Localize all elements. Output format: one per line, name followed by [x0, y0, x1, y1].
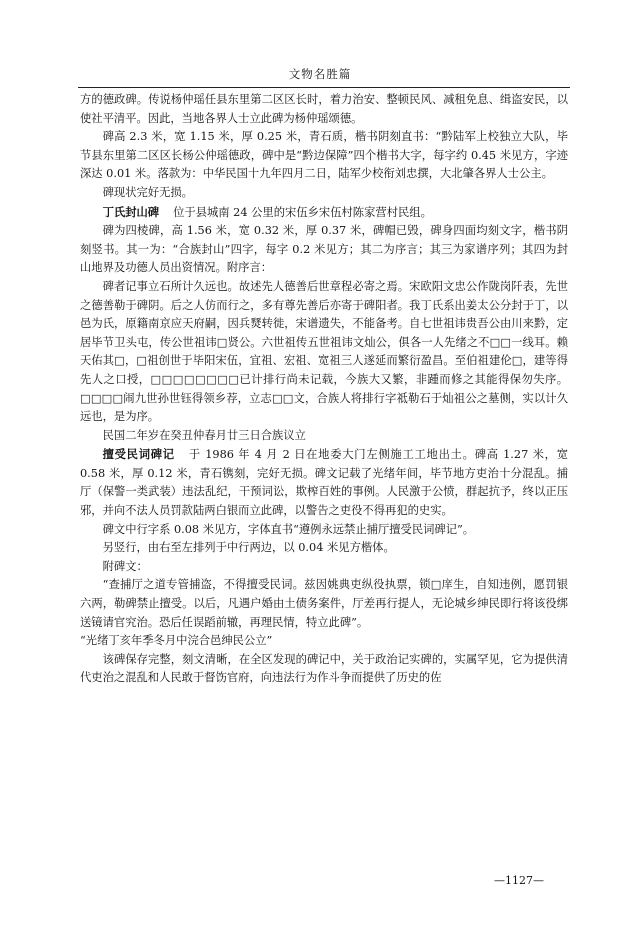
header-rule [78, 87, 570, 88]
quote-attribution: “光绪丁亥年季冬月中浣合邑绅民公立” [80, 634, 273, 648]
section-paragraph [80, 445, 568, 520]
paragraph: 碑高 2.3 米，宽 1.15 米，厚 0.25 米，青石质，楷书阴刻直书：“黔陆军上校独立大队，毕节县东里第二区区长杨公仲瑶德政，碑中是“黔边保障”四个楷书大字，每字约 0.45 米见方，字迹深达 0.01 米。落款为：中华民国十九年四月二日，陆军少校衔刘忠撰，大北肇各界人士公主。 [80, 130, 568, 181]
paragraph: 碑文中行字系 0.08 米见方，字体直书“遵例永远禁止捕厅擅受民词碑记”。 [102, 522, 475, 536]
paragraph: 方的德政碑。传说杨仲瑶任县东里第二区区长时，着力治安、整顿民风、减租免息、缉盗安民，以使社平清平。因此，当地各界人士立此碑为杨仲瑶颂德。 [80, 93, 568, 125]
section-paragraph [80, 203, 568, 223]
section-title: 丁氏封山碑 [102, 204, 160, 219]
page-body [80, 91, 568, 688]
paragraph: 该碑保存完整，刻文清晰，在全区发现的碑记中，关于政治记实碑的，实属罕见，它为提供清代吏治之混乱和人民敢于督饬官府，向违法行为作斗争而提供了历史的佐 [80, 652, 568, 685]
running-header: 文物名胜篇 [288, 67, 352, 81]
page-number: —1127— [494, 874, 544, 887]
paragraph: 另竖行，由右至左排列于中行两边，以 0.04 米见方楷体。 [102, 541, 395, 555]
paragraph: 民国二年岁在癸丑仲春月廿三日合族议立 [102, 428, 306, 442]
section-intro: 于 1986 年 4 月 2 日在地委大门左侧施工工地出土。碑高 1.27 米，宽 0.58 米，厚 0.12 米，青石镌刻，完好无损。碑文记载了光绪年间，毕节地方吏治十分混乱。捕厅（保警一类武装）违法乱纪，干预词讼，欺榨百姓的事例。人民激于公愤，群起抗予，终以正压邪，并向不法人员罚款陆两白银而立此碑，以警告之吏役不得再犯的史实。 [80, 448, 568, 518]
paragraph: 附碑文： [102, 559, 148, 573]
quoted-text: “查捕厅之道专管捕盗，不得擅受民词。兹因姚典吏纵役执票，锁□庠生，自知违例，愿罚银六两，勒碑禁止擅受。以后，凡遇户婚由土债务案件，厅差再行提人，无论城乡绅民即行将该役绑送镜请官究治。恐后任误蹈前辙，再理民情，特立此碑”。 [80, 578, 568, 629]
section-title: 擅受民词碑记 [102, 447, 175, 462]
paragraph: 碑现状完好无损。 [102, 185, 193, 199]
paragraph: 碑者记事立石所计久远也。故述先人德善后世章程必寄之焉。宋欧阳文忠公作陇岗阡表，先世之德善勒于碑阴。后之人仿而行之，多有尊先善后亦寄于碑阳者。我丁氏系出姜太公分封于丁，以邑为氏，原籍南京应天府嗣，因兵燹转徙，宋谱遗失，不能备考。自七世祖讳贵吾公由川来黔，定居毕节卫头屯，传公世祖讳□贤公。六世祖传五世祖讳文灿公，俱各一人先绪之不□□一线耳。赖天佑其□，□祖创世于毕阳宋伍，宜祖、宏祖、宽祖三人遂延而繁衍盈昌。至伯祖建伦□，建等得先人之口授，□□□□□□□□已计排行尚未记载，今族大又繁，非踵而修之其能得保勿失序。□□□□闹九世孙世钰得领乡荐，立志□□文，合族人将排行字祗勒石于灿祖公之墓侧，实以计久远也，是为序。 [80, 279, 568, 424]
section-intro: 位于县城南 24 公里的宋伍乡宋伍村陈家营村民组。 [173, 205, 432, 219]
paragraph: 碑为四棱碑，高 1.56 米，宽 0.32 米，厚 0.37 米，碑帽已毁，碑身四面均刻文字，楷书阴刻竖书。其一为：“合族封山”四字，每字 0.2 米见方；其二为序言；其三为家谱序列；其四为封山地界及功德人员出资情况。附序言： [80, 224, 568, 275]
